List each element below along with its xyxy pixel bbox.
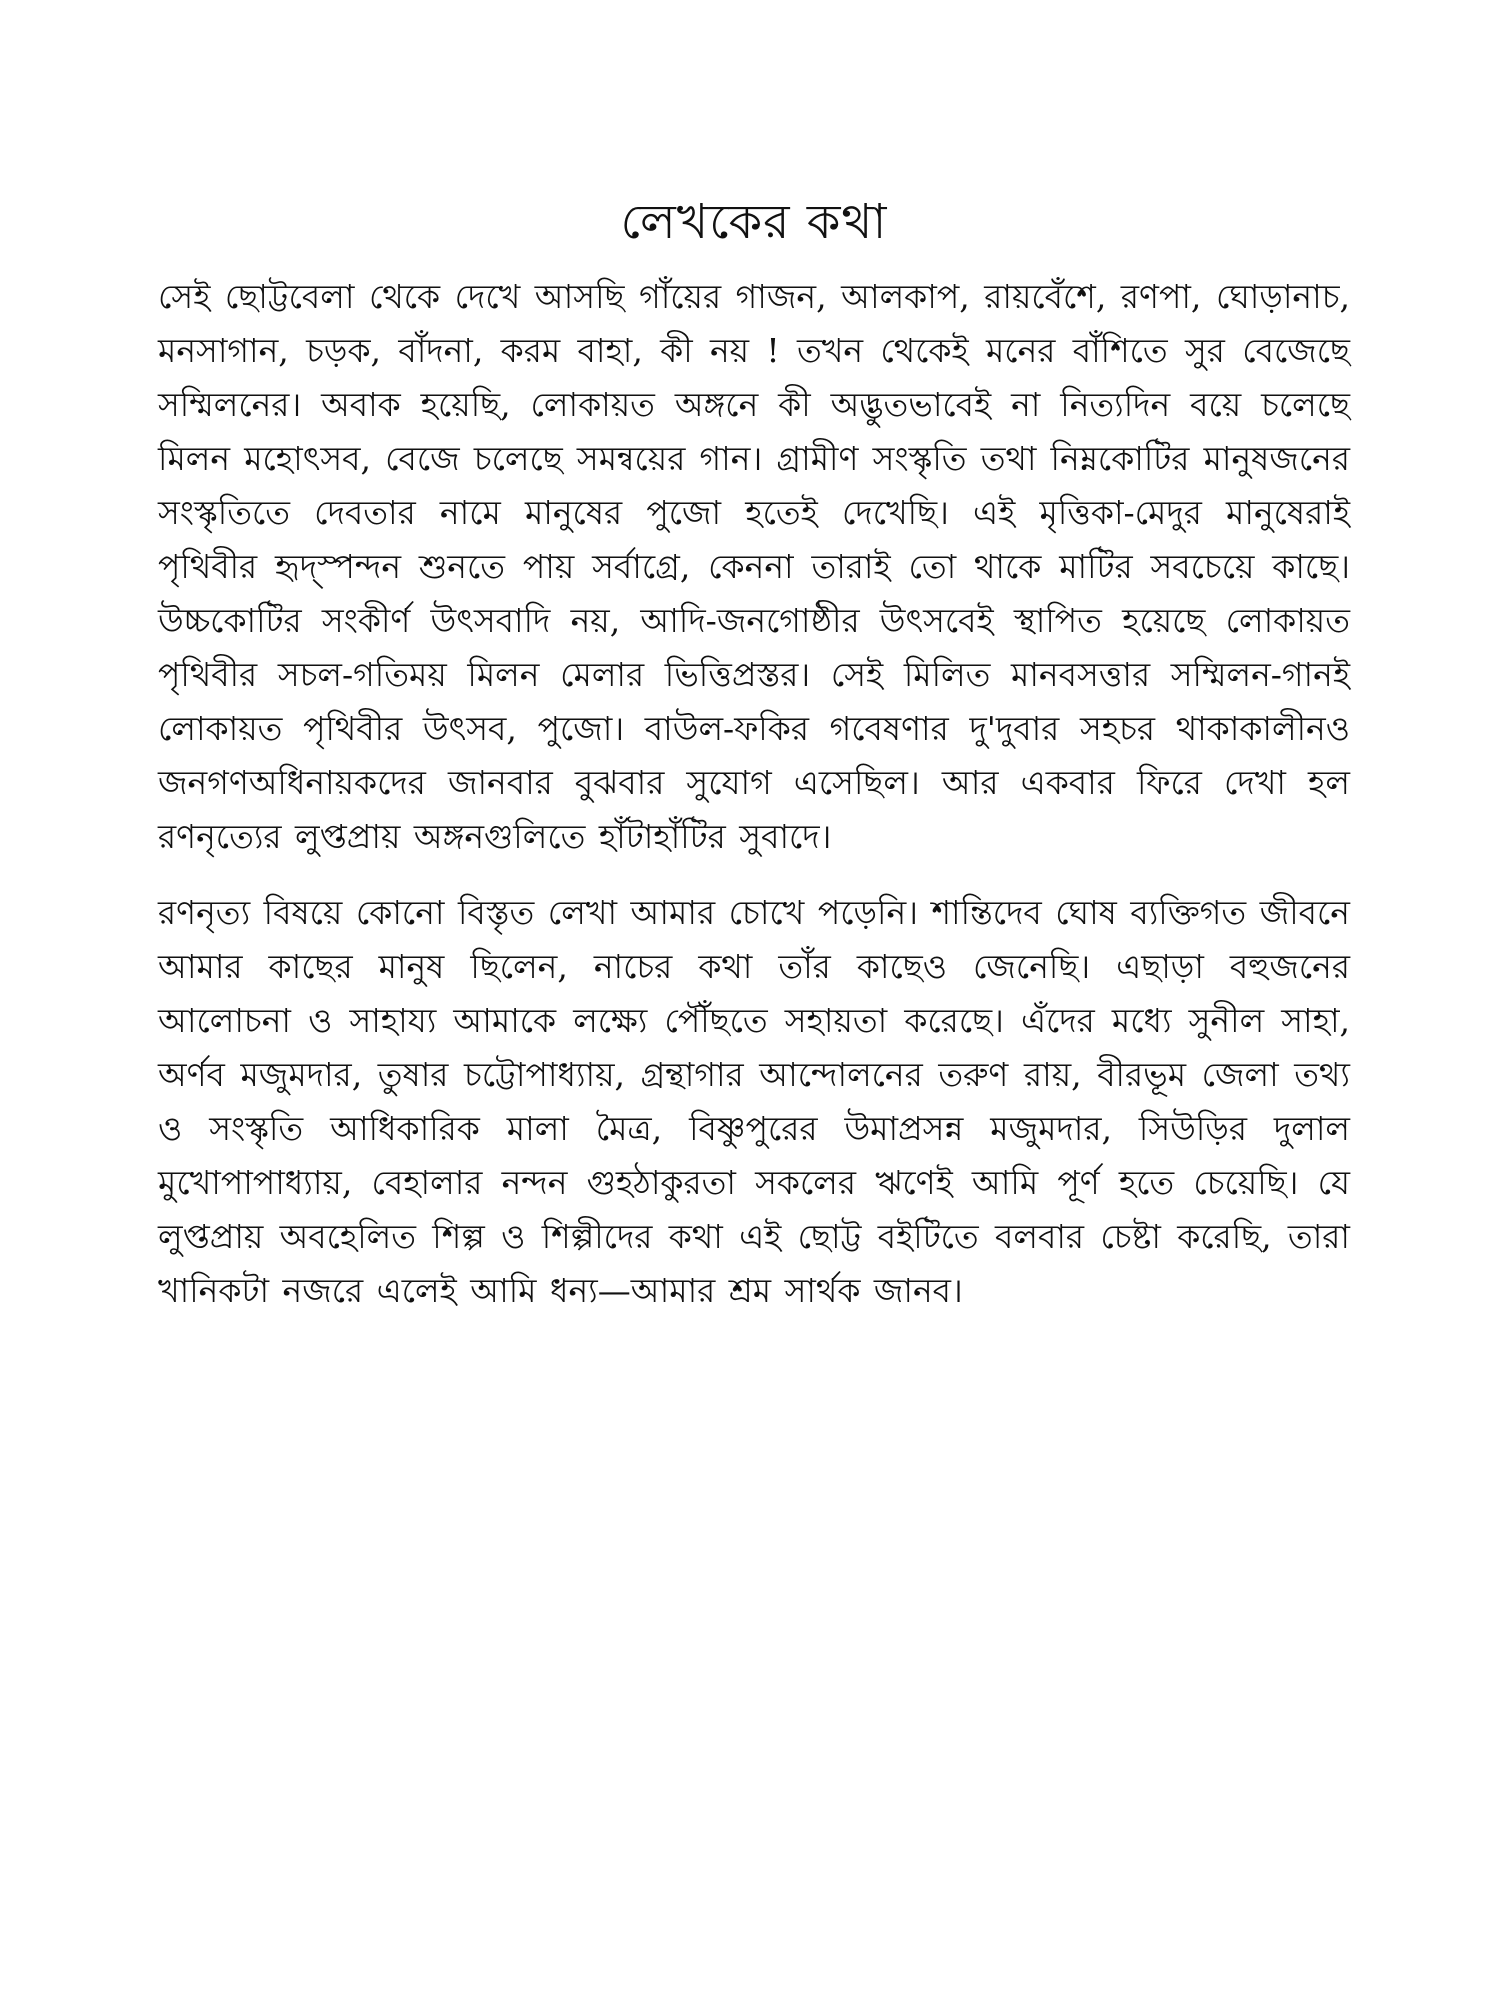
paragraph-2: রণনৃত্য বিষয়ে কোনো বিস্তৃত লেখা আমার চোখে পড়েনি। শান্তিদেব ঘোষ ব্যক্তিগত জীবনে আমার কাছের মানুষ ছিলেন, নাচের কথা তাঁর কাছেও জেনেছি। এছাড়া বহুজনের আলোচনা ও সাহায্য আমাকে লক্ষ্যে পৌঁছতে সহায়তা করেছে। এঁদের মধ্যে সুনীল সাহা, অর্ণব মজুমদার, তুষার চট্টোপাধ্যায়, গ্রন্থাগার আন্দোলনের তরুণ রায়, বীরভূম জেলা তথ্য ও সংস্কৃতি আধিকারিক মালা মৈত্র, বিষ্ণুপুরের উমাপ্রসন্ন মজুমদার, সিউড়ির দুলাল মুখোপাপাধ্যায়, বেহালার নন্দন গুহঠাকুরতা সকলের ঋণেই আমি পূর্ণ হতে চেয়েছি। যে লুপ্তপ্রায় অবহেলিত শিল্প ও শিল্পীদের কথা এই ছোট্ট বইটিতে বলবার চেষ্টা করেছি, তারা খানিকটা নজরে এলেই আমি ধন্য—আমার শ্রম সার্থক জানব। [158, 893, 1350, 1310]
paragraph-1: সেই ছোট্টবেলা থেকে দেখে আসছি গাঁয়ের গাজন, আলকাপ, রায়বেঁশে, রণপা, ঘোড়ানাচ, মনসাগান, চড়ক, বাঁদনা, করম বাহা, কী নয় ! তখন থেকেই মনের বাঁশিতে সুর বেজেছে সম্মিলনের। অবাক হয়েছি, লোকায়ত অঙ্গনে কী অদ্ভুতভাবেই না নিত্যদিন বয়ে চলেছে মিলন মহোৎসব, বেজে চলেছে সমন্বয়ের গান। গ্রামীণ সংস্কৃতি তথা নিম্নকোটির মানুষজনের সংস্কৃতিতে দেবতার নামে মানুষের পুজো হতেই দেখেছি। এই মৃত্তিকা-মেদুর মানুষেরাই পৃথিবীর হৃদ্‌স্পন্দন শুনতে পায় সর্বাগ্রে, কেননা তারাই তো থাকে মাটির সবচেয়ে কাছে। উচ্চকোটির সংকীর্ণ উৎসবাদি নয়, আদি-জনগোষ্ঠীর উৎসবেই স্থাপিত হয়েছে লোকায়ত পৃথিবীর সচল-গতিময় মিলন মেলার ভিত্তিপ্রস্তর। সেই মিলিত মানবসত্তার সম্মিলন-গানই লোকায়ত পৃথিবীর উৎসব, পুজো। বাউল-ফকির গবেষণার দু'দুবার সহচর থাকাকালীনও জনগণঅধিনায়কদের জানবার বুঝবার সুযোগ এসেছিল। আর একবার ফিরে দেখা হল রণনৃত্যের লুপ্তপ্রায় অঙ্গনগুলিতে হাঁটাহাঁটির সুবাদে। [158, 277, 1350, 856]
page-title: লেখকের কথা [620, 194, 888, 250]
body-text [158, 270, 1350, 1318]
